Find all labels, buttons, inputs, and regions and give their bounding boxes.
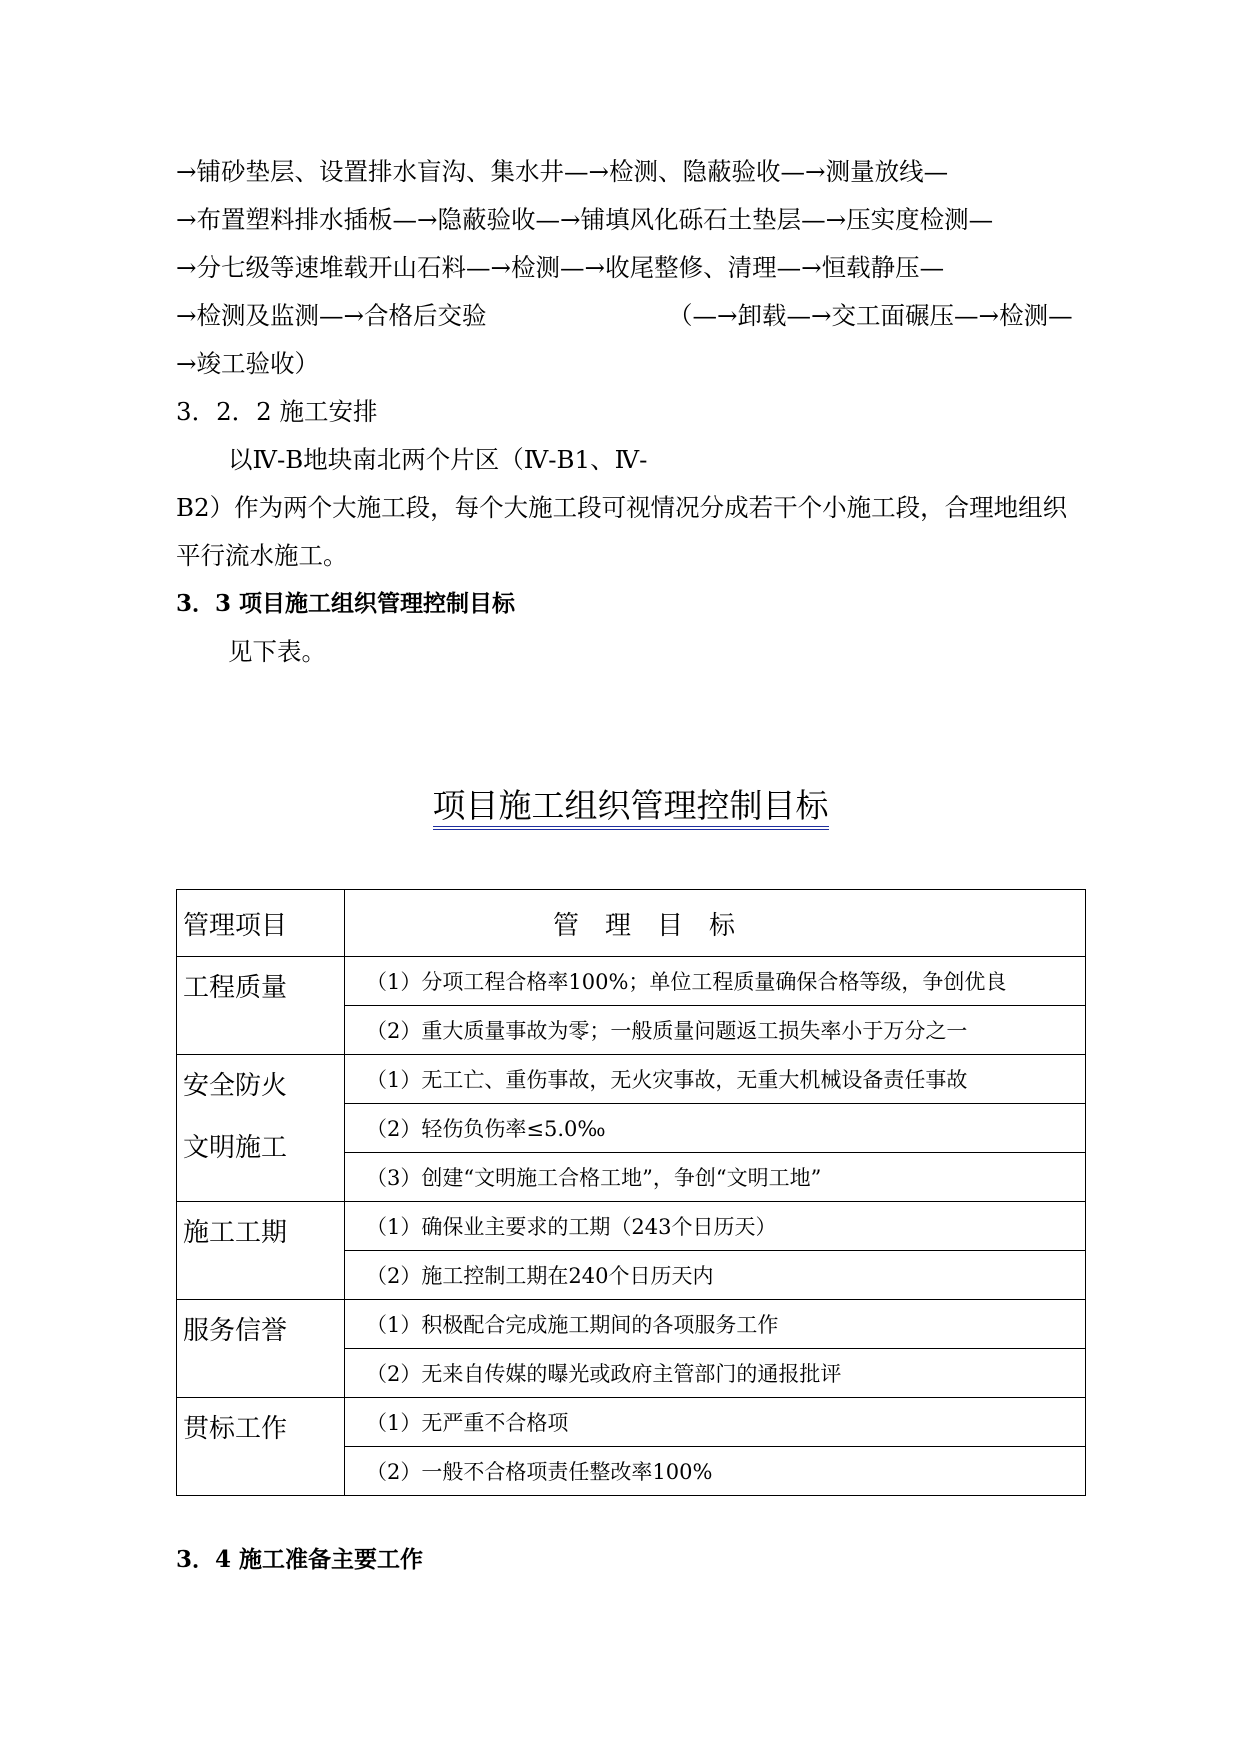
goal-cell: （1）分项工程合格率100%；单位工程质量确保合格等级，争创优良	[345, 957, 1086, 1006]
flow-line-5: →竣工验收）	[176, 349, 320, 378]
row-label-quality	[177, 957, 345, 1055]
table-row	[177, 1398, 1086, 1447]
row-label-text: 施工工期	[183, 1218, 288, 1248]
table-header-row	[177, 890, 1086, 957]
goal-cell: （2）无来自传媒的曝光或政府主管部门的通报批评	[345, 1349, 1086, 1398]
goal-cell: （1）无工亡、重伤事故，无火灾事故，无重大机械设备责任事故	[345, 1055, 1086, 1104]
paragraph-line-1: 以Ⅳ-B地块南北两个片区（Ⅳ-B1、Ⅳ-	[228, 445, 648, 474]
flow-line-4	[176, 292, 1176, 340]
section-3-3-text: 见下表。	[228, 637, 326, 666]
table-row	[177, 957, 1086, 1006]
goal-cell: （1）积极配合完成施工期间的各项服务工作	[345, 1300, 1086, 1349]
table-row	[177, 1300, 1086, 1349]
row-label-standards	[177, 1398, 345, 1496]
table-title-text: 项目施工组织管理控制目标	[433, 786, 829, 830]
goal-cell: （1）无严重不合格项	[345, 1398, 1086, 1447]
flow-line-2: →布置塑料排水插板—→隐蔽验收—→铺填风化砾石土垫层—→压实度检测—	[176, 205, 994, 234]
row-label-safety	[177, 1055, 345, 1202]
goal-cell: （2）一般不合格项责任整改率100%	[345, 1447, 1086, 1496]
row-label-service	[177, 1300, 345, 1398]
flow-line-4-right: （—→卸载—→交工面碾压—→检测—	[668, 301, 1073, 330]
body-text	[176, 148, 1176, 676]
row-label-schedule	[177, 1202, 345, 1300]
row-label-text: 工程质量	[183, 973, 288, 1003]
section-3-2-2-heading: 3．2．2 施工安排	[176, 397, 378, 426]
row-label-text: 服务信誉	[183, 1316, 288, 1346]
row-label-text: 文明施工	[183, 1133, 288, 1163]
header-management-goal: 管 理 目 标	[345, 890, 1086, 957]
table-title	[176, 784, 1085, 828]
goal-cell: （2）轻伤负伤率≤5.0‰	[345, 1104, 1086, 1153]
flow-line-4-left: →检测及监测—→合格后交验	[176, 301, 487, 330]
header-management-item: 管理项目	[177, 890, 345, 957]
paragraph-line-2: B2）作为两个大施工段，每个大施工段可视情况分成若干个小施工段，合理地组织	[176, 493, 1068, 522]
goal-cell: （1）确保业主要求的工期（243个日历天）	[345, 1202, 1086, 1251]
goal-cell: （2）施工控制工期在240个日历天内	[345, 1251, 1086, 1300]
paragraph-line-3: 平行流水施工。	[176, 541, 348, 570]
goal-cell: （3）创建“文明施工合格工地”，争创“文明工地”	[345, 1153, 1086, 1202]
section-3-4-heading: 3．4 施工准备主要工作	[176, 1546, 424, 1573]
flow-line-3: →分七级等速堆载开山石料—→检测—→收尾整修、清理—→恒载静压—	[176, 253, 945, 282]
flow-line-1: →铺砂垫层、设置排水盲沟、集水井—→检测、隐蔽验收—→测量放线—	[176, 157, 949, 186]
table-row	[177, 1055, 1086, 1104]
goal-cell: （2）重大质量事故为零；一般质量问题返工损失率小于万分之一	[345, 1006, 1086, 1055]
goals-table	[176, 889, 1086, 1496]
section-3-3-heading: 3．3 项目施工组织管理控制目标	[176, 590, 516, 617]
row-label-text: 贯标工作	[183, 1414, 288, 1444]
table-row	[177, 1202, 1086, 1251]
row-label-text: 安全防火	[183, 1071, 288, 1101]
